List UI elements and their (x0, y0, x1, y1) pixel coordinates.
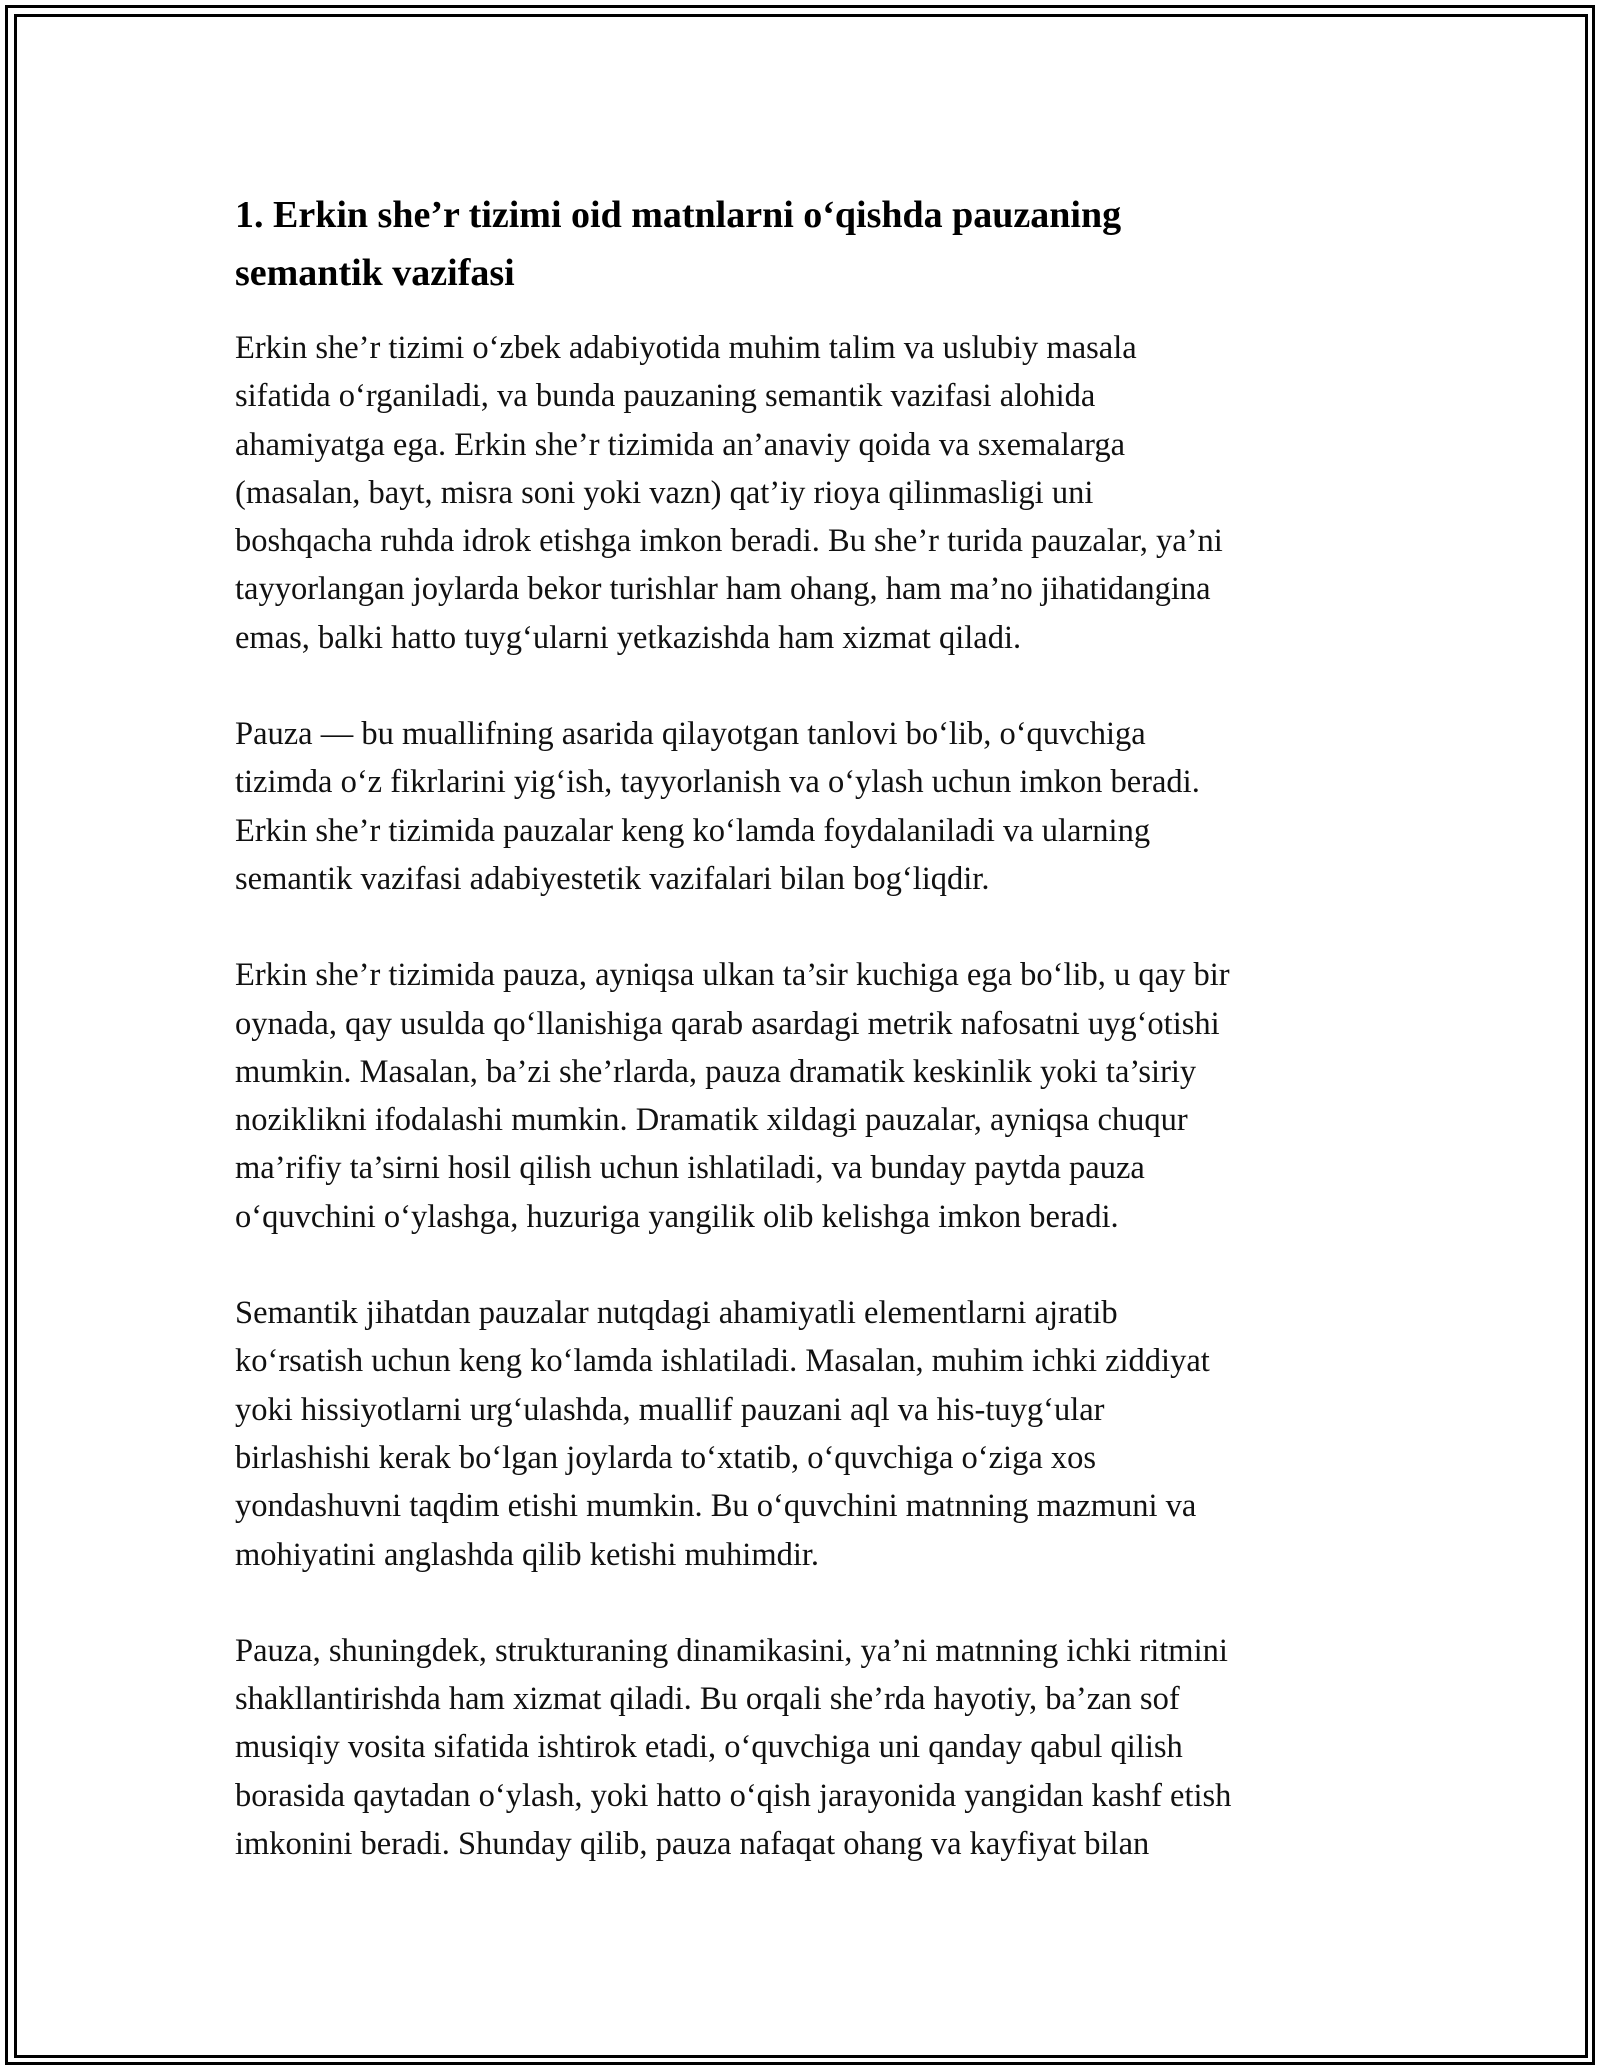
text-line: oynada, qay usulda qo‘llanishiga qarab asardagi metrik nafosatni uyg‘otishi (235, 1005, 1220, 1042)
paragraph-3 (235, 951, 1375, 1241)
heading-line: semantik vazifasi (235, 252, 515, 294)
text-line: birlashishi kerak bo‘lgan joylarda to‘xtatib, o‘quvchiga o‘ziga xos (235, 1439, 1097, 1476)
text-line: mumkin. Masalan, ba’zi she’rlarda, pauza dramatik keskinlik yoki ta’siriy (235, 1053, 1197, 1090)
text-line: (masalan, bayt, misra soni yoki vazn) qat’iy rioya qilinmasligi uni (235, 474, 1094, 511)
text-line: Pauza, shuningdek, strukturaning dinamikasini, ya’ni matnning ichki ritmini (235, 1632, 1228, 1669)
heading-line: 1. Erkin she’r tizimi oid matnlarni o‘qishda pauzaning (235, 194, 1122, 236)
text-line: ko‘rsatish uchun keng ko‘lamda ishlatiladi. Masalan, muhim ichki ziddiyat (235, 1343, 1210, 1380)
text-line: yondashuvni taqdim etishi mumkin. Bu o‘quvchini matnning mazmuni va (235, 1488, 1197, 1525)
text-line: tizimda o‘z fikrlarini yig‘ish, tayyorlanish va o‘ylash uchun imkon beradi. (235, 764, 1200, 801)
text-line: imkonini beradi. Shunday qilib, pauza nafaqat ohang va kayfiyat bilan (235, 1826, 1150, 1863)
paragraph-1 (235, 324, 1375, 662)
text-line: shakllantirishda ham xizmat qiladi. Bu orqali she’rda hayotiy, ba’zan sof (235, 1681, 1180, 1718)
section-heading (235, 186, 1375, 302)
text-line: Erkin she’r tizimi o‘zbek adabiyotida muhim talim va uslubiy masala (235, 330, 1137, 366)
paragraph-4 (235, 1289, 1375, 1579)
text-line: o‘quvchini o‘ylashga, huzuriga yangilik olib kelishga imkon beradi. (235, 1198, 1119, 1235)
text-line: tayyorlangan joylarda bekor turishlar ham ohang, ham ma’no jihatidangina (235, 571, 1211, 608)
text-line: ma’rifiy ta’sirni hosil qilish uchun ishlatiladi, va bunday paytda pauza (235, 1150, 1145, 1187)
paragraph-5 (235, 1627, 1375, 1868)
text-line: semantik vazifasi adabiyestetik vazifalari bilan bog‘liqdir. (235, 860, 990, 897)
text-line: noziklikni ifodalashi mumkin. Dramatik xildagi pauzalar, ayniqsa chuqur (235, 1102, 1188, 1139)
paragraph-2 (235, 710, 1375, 903)
text-line: yoki hissiyotlarni urg‘ulashda, muallif pauzani aql va his-tuyg‘ular (235, 1391, 1105, 1428)
text-line: musiqiy vosita sifatida ishtirok etadi, o‘quvchiga uni qanday qabul qilish (235, 1729, 1183, 1766)
text-line: Pauza — bu muallifning asarida qilayotgan tanlovi bo‘lib, o‘quvchiga (235, 716, 1146, 753)
text-line: borasida qaytadan o‘ylash, yoki hatto o‘qish jarayonida yangidan kashf etish (235, 1777, 1232, 1814)
text-line: Semantik jihatdan pauzalar nutqdagi ahamiyatli elementlarni ajratib (235, 1295, 1118, 1332)
text-line: mohiyatini anglashda qilib ketishi muhimdir. (235, 1536, 820, 1573)
text-line: sifatida o‘rganiladi, va bunda pauzaning semantik vazifasi alohida (235, 378, 1096, 415)
text-line: emas, balki hatto tuyg‘ularni yetkazishda ham xizmat qiladi. (235, 619, 1022, 656)
text-line: ahamiyatga ega. Erkin she’r tizimida an’anaviy qoida va sxemalarga (235, 426, 1126, 463)
text-line: boshqacha ruhda idrok etishga imkon beradi. Bu she’r turida pauzalar, ya’ni (235, 523, 1223, 560)
document-body (235, 186, 1375, 1916)
text-line: Erkin she’r tizimida pauzalar keng ko‘lamda foydalaniladi va ularning (235, 812, 1151, 849)
text-line: Erkin she’r tizimida pauza, ayniqsa ulkan ta’sir kuchiga ega bo‘lib, u qay bir (235, 957, 1230, 994)
